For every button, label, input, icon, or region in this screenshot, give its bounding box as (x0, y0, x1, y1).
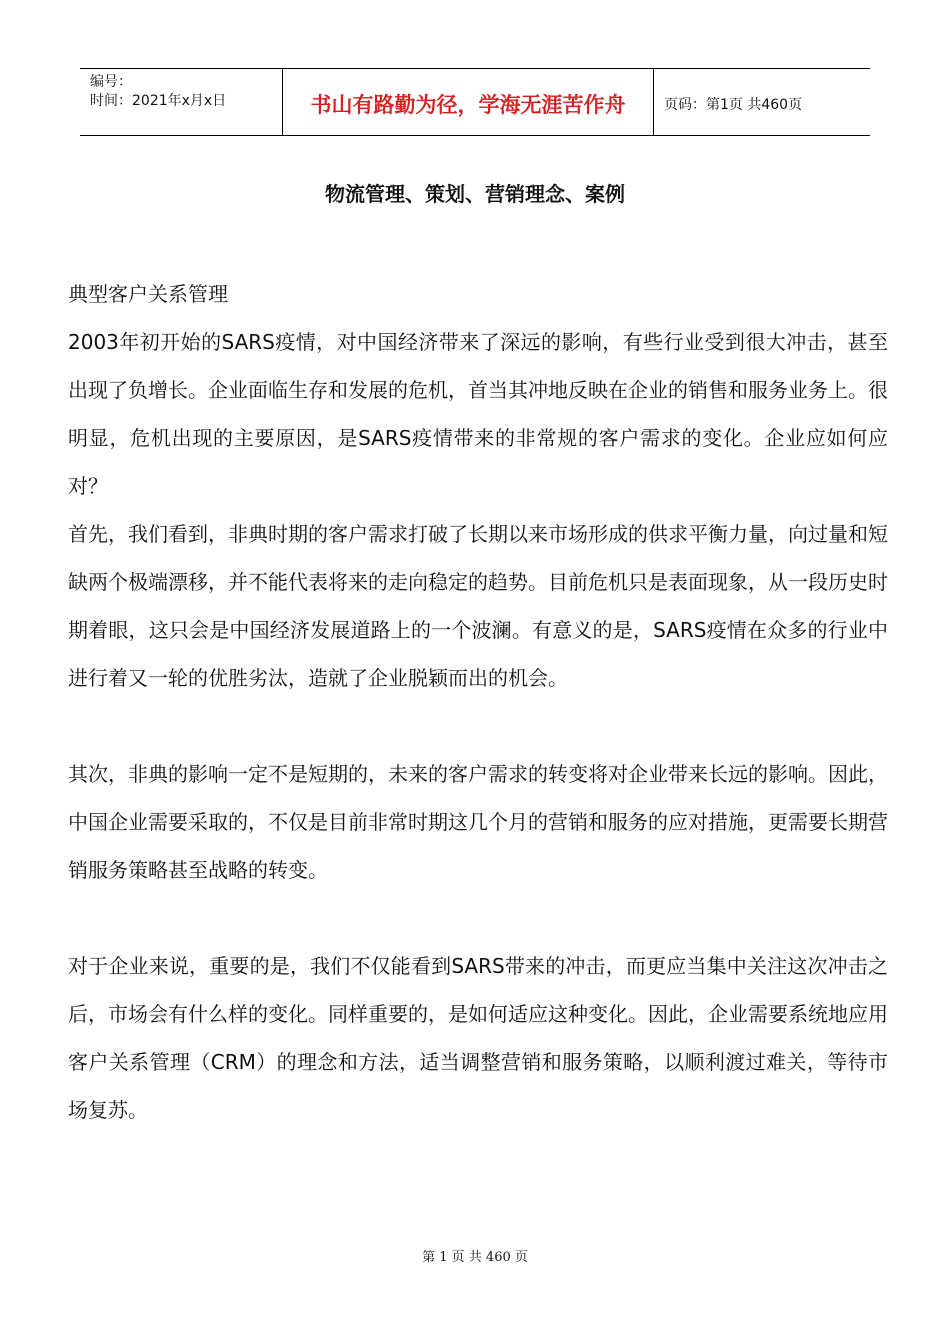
paragraph: 首先，我们看到，非典时期的客户需求打破了长期以来市场形成的供求平衡力量，向过量和短缺两个极端漂移，并不能代表将来的走向稳定的趋势。目前危机只是表面现象，从一段历史时期着眼，这只会是中国经济发展道路上的一个波澜。有意义的是，SARS疫情在众多的行业中进行着又一轮的优胜劣汰，造就了企业脱颖而出的机会。 (68, 522, 888, 690)
page-info: 页码：第1页 共460页 (664, 97, 803, 113)
serial-label: 编号： (90, 74, 132, 90)
document-title: 物流管理、策划、营销理念、案例 (325, 182, 625, 206)
paragraph: 2003年初开始的SARS疫情，对中国经济带来了深远的影响，有些行业受到很大冲击，甚至出现了负增长。企业面临生存和发展的危机，首当其冲地反映在企业的销售和服务业务上。很明显，危机出现的主要原因，是SARS疫情带来的非常规的客户需求的变化。企业应如何应对？ (68, 330, 888, 498)
motto-text: 书山有路勤为径，学海无涯苦作舟 (310, 93, 626, 117)
section-heading: 典型客户关系管理 (68, 282, 228, 306)
document-body (68, 270, 888, 1134)
header-page-cell (654, 69, 870, 135)
header-motto-cell (282, 69, 654, 135)
header-meta-cell (80, 69, 282, 135)
page-footer: 第 1 页 共 460 页 (422, 1250, 528, 1265)
page-header-table (80, 68, 870, 136)
paragraph-spacer (68, 702, 888, 750)
paragraph: 其次，非典的影响一定不是短期的，未来的客户需求的转变将对企业带来长远的影响。因此，中国企业需要采取的，不仅是目前非常时期这几个月的营销和服务的应对措施，更需要长期营销服务策略甚至战略的转变。 (68, 762, 888, 882)
date-label: 时间：2021年x月x日 (90, 93, 227, 109)
paragraph: 对于企业来说，重要的是，我们不仅能看到SARS带来的冲击，而更应当集中关注这次冲击之后，市场会有什么样的变化。同样重要的，是如何适应这种变化。因此，企业需要系统地应用客户关系管理（CRM）的理念和方法，适当调整营销和服务策略，以顺利渡过难关，等待市场复苏。 (68, 954, 888, 1122)
paragraph-spacer (68, 894, 888, 942)
